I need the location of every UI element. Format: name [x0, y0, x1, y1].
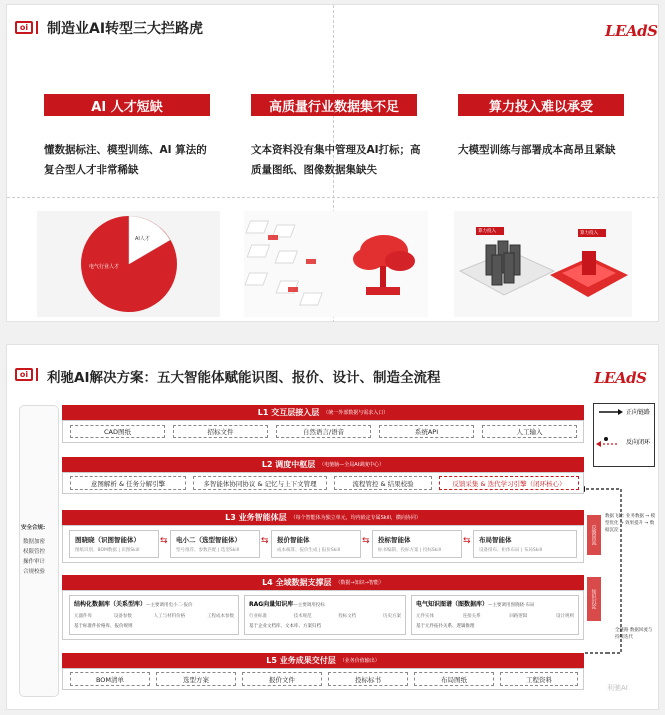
feedback-bar: 反馈回流 [587, 515, 601, 555]
datastore-card [244, 595, 406, 635]
datastore-item: 设备参数 [113, 614, 132, 619]
security-item: 权限管控 [23, 549, 46, 555]
agent-desc: 设备排布、柜体布局 | 布局Skill [479, 548, 543, 553]
layer-header-l2 [62, 457, 584, 472]
layer-title: L4 全域数据支撑层 [262, 578, 332, 587]
datastore-item: 历史方案 [382, 614, 401, 619]
layer-header-l5 [62, 653, 584, 668]
pie-main-label: 电气行业人才 [89, 264, 120, 270]
agent-desc: 标书编制、投标方案 | 投标Skill [378, 548, 442, 553]
arrow-right-icon: ⇆ [160, 536, 168, 546]
layer-subtitle: （每个智能体为独立单元，均内嵌定专属Skill，横向协同） [290, 515, 421, 521]
agent-card [271, 530, 361, 558]
agent-name: 图晓晓（识图智能体） [75, 536, 140, 544]
output-cell: 报价文件 [242, 672, 322, 686]
datastore-name: 电气知识图谱（图数据库） [416, 601, 489, 608]
legend-forward: 正向链路 [626, 409, 651, 416]
agent-name: 投标智能体 [378, 536, 411, 544]
logo-mark: oi [15, 21, 33, 34]
column-text: 文本资料没有集中管理及AI打标；高质量图纸、图像数据集缺失 [251, 144, 421, 176]
server-tag: 算力投入 [478, 229, 496, 234]
logo-mark: oi [15, 368, 33, 381]
compute-illustration [454, 211, 632, 317]
security-item: 合规校验 [23, 569, 46, 575]
arrow-right-icon: ⇆ [261, 536, 269, 546]
layer-subtitle: （业务价值输出） [339, 658, 380, 664]
datastore-name: RAG向量知识库 [249, 601, 294, 608]
hub-cell: 意图解析 & 任务分解引擎 [70, 476, 186, 490]
agent-desc: 型号推荐、参数匹配 | 选型Skill [176, 548, 240, 553]
column-text: 懂数据标注、模型训练、AI 算法的复合型人才非常稀缺 [44, 144, 207, 176]
documents-cloud-icon [244, 211, 428, 317]
datastore-item: 元器件库 [74, 614, 92, 619]
hub-cell: 流程管控 & 结果校验 [334, 476, 432, 490]
data-flywheel-note: 数据飞轮: 业务数据 → 模型优化 → 效果提升 → 数据沉淀 [605, 514, 656, 533]
column-text: 大模型训练与部署成本高昂且紧缺 [458, 144, 616, 156]
datastore-item: 连接关系 [462, 614, 481, 619]
input-cell: 系统API [379, 425, 474, 438]
brand-logo: LEAdS [605, 22, 658, 40]
column-header: AI 人才短缺 [44, 94, 210, 116]
page-title: 利驰AI解决方案：五大智能体赋能识图、报价、设计、制造全流程 [47, 370, 441, 386]
datastore-desc: —主要调用图晓晓·布局 [488, 603, 535, 608]
agent-desc: 图纸识别、BOM数据 | 识图Skill [75, 548, 140, 553]
layer-header-l3 [62, 510, 584, 525]
layer-subtitle: （统一外部数据与需求入口） [323, 410, 389, 416]
feedback-bar: 知识沉淀 [587, 577, 601, 621]
agent-card [473, 530, 577, 558]
output-cell: BOM清单 [70, 672, 150, 686]
agent-desc: 成本核算、报价生成 | 报价Skill [277, 548, 341, 553]
pie-chart [37, 211, 220, 317]
legend-backward: 反向闭环 [626, 439, 651, 446]
server-icon [454, 211, 632, 317]
datastore-foot: 基于标准件价格库、报价规则 [74, 624, 133, 629]
datastore-card [411, 595, 579, 635]
page-title: 制造业AI转型三大拦路虎 [47, 21, 204, 37]
agent-name: 布局智能体 [479, 536, 512, 544]
column-header: 算力投入难以承受 [458, 94, 624, 116]
datastore-foot: 基于元件拓扑关系、逻辑推理 [416, 624, 475, 629]
layer-title: L3 业务智能体层 [225, 513, 287, 522]
legend [593, 403, 655, 467]
feedback-engine-cell: 反馈采集 & 迭代学习引擎（闭环核心） [439, 476, 579, 490]
company-logo [15, 21, 38, 34]
hub-cell: 多智能体协同协议 & 记忆与上下文管理 [193, 476, 327, 490]
pie-illustration [37, 211, 220, 317]
agent-name: 电小二（选型智能体） [176, 536, 241, 544]
output-cell: 选型方案 [156, 672, 236, 686]
layer-subtitle: （电驰脑—全局AI调度中心） [319, 462, 385, 468]
datastore-foot: 基于企业文档库、文本库、方案归档 [249, 624, 321, 629]
datastore-desc: —主要调用投标 [293, 603, 325, 608]
output-cell: 工程资料 [500, 672, 578, 686]
watermark: 利驰AI [607, 684, 628, 692]
server-tag: 算力投入 [580, 231, 598, 236]
datastore-item: 技术规范 [293, 614, 312, 619]
datastore-item: 投标文档 [338, 614, 357, 619]
input-cell: CAD图纸 [70, 425, 165, 438]
agent-card [372, 530, 462, 558]
layer-header-l1 [62, 405, 584, 420]
agent-card [69, 530, 159, 558]
datastore-name: 结构化数据库（关系型库） [74, 601, 147, 608]
slide-ai-obstacles [6, 4, 659, 322]
slide-solution-architecture [6, 344, 659, 710]
input-cell: 人工输入 [482, 425, 577, 438]
agent-name: 报价智能体 [277, 536, 310, 544]
logo-bar [36, 21, 38, 34]
layer-header-l4 [62, 575, 584, 590]
loop-note: 全链路 数据回流与 持续迭代 [615, 628, 653, 640]
datastore-item: 元件实体 [416, 614, 434, 619]
datastore-card [69, 595, 239, 635]
datastore-desc: —主要调用电小二·报价 [146, 603, 193, 608]
logo-bar [36, 368, 38, 381]
output-cell: 投标标书 [328, 672, 408, 686]
arrow-right-icon: ⇆ [463, 536, 471, 546]
company-logo [15, 368, 38, 381]
datastore-item: 人工与材料价格 [153, 614, 186, 619]
layer-title: L2 调度中枢层 [261, 460, 316, 469]
input-cell: 招标文件 [173, 425, 268, 438]
datastore-item: 工程成本参数 [206, 614, 234, 619]
data-illustration [244, 211, 428, 317]
guide-line [7, 197, 659, 198]
layer-title: L1 交互层接入层 [257, 408, 320, 417]
datastore-item: 设计规则 [555, 614, 574, 619]
pie-slice-label: AI人才 [135, 236, 150, 242]
security-label: 安全合规: [21, 525, 46, 531]
output-cell: 布局图纸 [414, 672, 494, 686]
layer-subtitle: （数据→知识→智能） [335, 580, 384, 586]
arrow-right-icon: ⇆ [362, 536, 370, 546]
security-item: 数据加密 [23, 539, 46, 545]
datastore-item: 行业标准 [249, 614, 267, 619]
datastore-item: 回路逻辑 [509, 614, 528, 619]
brand-logo: LEAdS [594, 369, 647, 387]
agent-card [170, 530, 260, 558]
input-cell: 自然语言/语音 [276, 425, 371, 438]
layer-title: L5 业务成果交付层 [266, 656, 336, 665]
security-item: 操作审计 [23, 559, 46, 565]
column-header: 高质量行业数据集不足 [251, 94, 417, 116]
